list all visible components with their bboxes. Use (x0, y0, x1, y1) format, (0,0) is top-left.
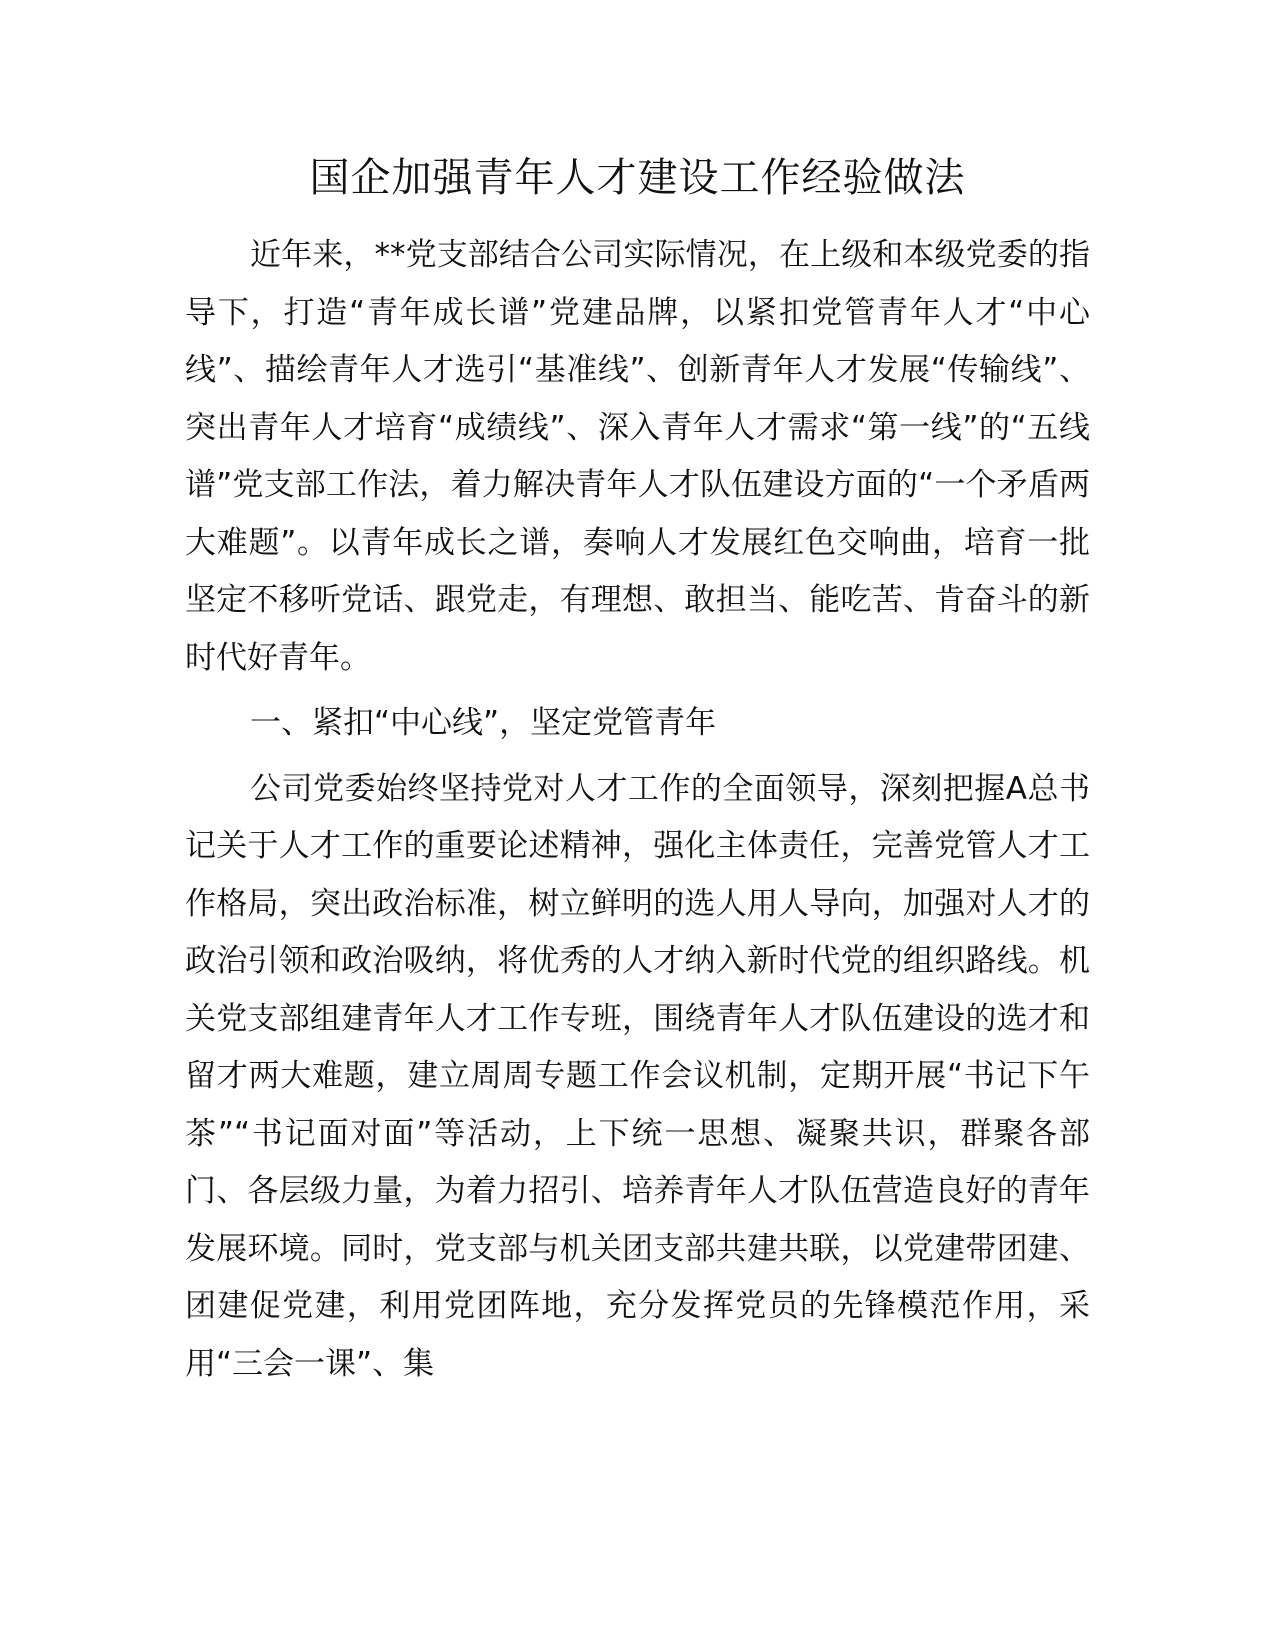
document-body (185, 227, 1090, 1393)
intro-paragraph: 近年来，**党支部结合公司实际情况，在上级和本级党委的指导下，打造“青年成长谱”党建品牌，以紧扣党管青年人才“中心线”、描绘青年人才选引“基准线”、创新青年人才发展“传输线”、突出青年人才培育“成绩线”、深入青年人才需求“第一线”的“五线谱”党支部工作法，着力解决青年人才队伍建设方面的“一个矛盾两大难题”。以青年成长之谱，奏响人才发展红色交响曲，培育一批坚定不移听党话、跟党走，有理想、敢担当、能吃苦、肯奋斗的新时代好青年。 (185, 237, 1090, 676)
section-heading: 一、紧扣“中心线”，坚定党管青年 (250, 705, 717, 741)
section-paragraph: 公司党委始终坚持党对人才工作的全面领导，深刻把握A总书记关于人才工作的重要论述精神，强化主体责任，完善党管人才工作格局，突出政治标准，树立鲜明的选人用人导向，加强对人才的政治引领和政治吸纳，将优秀的人才纳入新时代党的组织路线。机关党支部组建青年人才工作专班，围绕青年人才队伍建设的选才和留才两大难题，建立周周专题工作会议机制，定期开展“书记下午茶”“书记面对面”等活动，上下统一思想、凝聚共识，群聚各部门、各层级力量，为着力招引、培养青年人才队伍营造良好的青年发展环境。同时，党支部与机关团支部共建共联，以党建带团建、团建促党建，利用党团阵地，充分发挥党员的先锋模范作用，采用“三会一课”、集 (185, 770, 1090, 1382)
document-title: 国企加强青年人才建设工作经验做法 (309, 155, 966, 201)
